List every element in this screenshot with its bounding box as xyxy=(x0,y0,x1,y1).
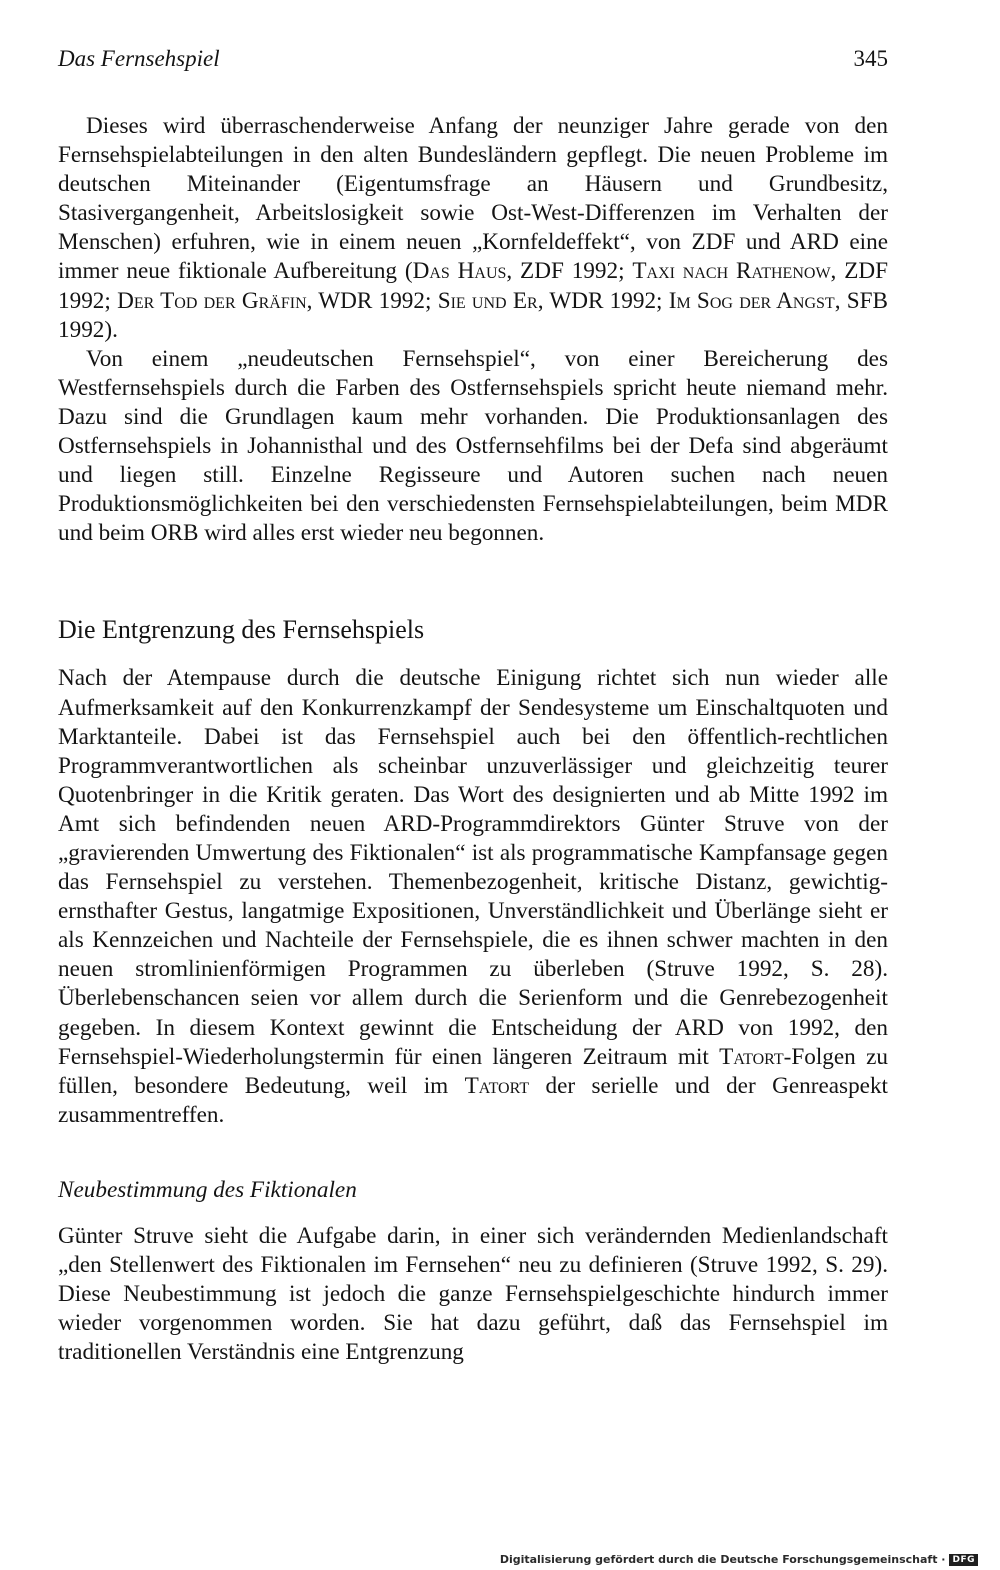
paragraph-1-text-1: Dieses wird überraschenderweise Anfang der neunziger Jahre gerade von den Fernsehspielabteilungen in den alten Bundesländern gepflegt. Die neuen Probleme im deutschen Miteinander (Eigentumsfrage an Häusern und Grundbesitz, Stasivergangenheit, Arbeitslosigkeit sowie Ost-West-Differenzen im Verhalten der Menschen) erfuhren, wie in einem neuen „Kornfeldeffekt“, von ZDF und ARD eine immer neue fiktionale Aufbereitung ( xyxy=(58,113,888,285)
film-title-das-haus: Das Haus xyxy=(412,258,507,285)
subsection-heading: Neubestimmung des Fiktionalen xyxy=(58,1176,357,1203)
paragraph-3-text-3: der serielle und der Genreaspekt zusammentreffen. xyxy=(58,1072,888,1128)
section-heading: Die Entgrenzung des Fernsehspiels xyxy=(58,615,425,645)
paragraph-1-text-6: , SFB 1992). xyxy=(58,287,888,343)
paragraph-4: Günter Struve sieht die Aufgabe darin, in einer sich verändernden Medienlandschaft „den Stellenwert des Fiktionalen im Fernsehen“ neu zu definieren (Struve 1992, S. 29). Diese Neubestimmung ist jedoch die ganze Fernsehspielgeschichte hindurch immer wieder vorgenommen worden. Sie hat dazu geführt, daß das Fernsehspiel im traditionellen Verständnis eine Entgrenzung xyxy=(58,1222,888,1366)
paragraph-1-text-2: , ZDF 1992; xyxy=(506,258,633,285)
film-title-der-tod-der-graefin: Der Tod der Gräfin xyxy=(117,287,307,314)
digitization-footer xyxy=(500,1553,978,1566)
running-title: Das Fernsehspiel xyxy=(58,46,220,71)
running-head xyxy=(58,46,888,76)
series-title-tatort-1: Tatort xyxy=(719,1043,784,1070)
paragraph-2: Von einem „neudeutschen Fernsehspiel“, von einer Bereicherung des Westfernsehspiels durch die Farben des Ostfernsehspiels spricht heute niemand mehr. Dazu sind die Grundlagen kaum mehr vorhanden. Die Produktionsanlagen des Ostfernsehspiels in Johannisthal und des Ostfernsehfilms bei der Defa sind abgeräumt und liegen still. Einzelne Regisseure und Autoren suchen nach neuen Produktionsmöglichkeiten bei den verschiedensten Fernsehspielabteilungen, beim MDR und beim ORB wird alles erst wieder neu begonnen. xyxy=(58,345,888,547)
paragraph-3 xyxy=(58,664,888,1130)
film-title-im-sog-der-angst: Im Sog der Angst xyxy=(668,287,835,314)
paragraph-1 xyxy=(58,112,888,345)
page-number: 345 xyxy=(853,46,888,71)
film-title-taxi-nach-rathenow: Taxi nach Rathenow xyxy=(632,258,831,285)
series-title-tatort-2: Tatort xyxy=(464,1072,530,1099)
paragraph-1-text-5: , WDR 1992; xyxy=(537,287,669,314)
paragraph-1-text-3: , ZDF 1992; xyxy=(58,258,888,314)
dfg-logo: DFG xyxy=(949,1554,978,1566)
paragraph-1-text-4: , WDR 1992; xyxy=(306,287,438,314)
footer-credit: Digitalisierung gefördert durch die Deutsche Forschungsgemeinschaft · xyxy=(499,1553,946,1566)
page-body xyxy=(58,112,888,1367)
film-title-sie-und-er: Sie und Er xyxy=(437,287,538,314)
paragraph-3-text-1: Nach der Atempause durch die deutsche Einigung richtet sich nun wieder alle Aufmerksamkeit auf den Konkurrenzkampf der Sendesysteme um Einschaltquoten und Marktanteile. Dabei ist das Fernsehspiel auch bei den öffentlich-rechtlichen Programmverantwortlichen als scheinbar unzuverlässiger und gleichzeitig teurer Quotenbringer in die Kritik geraten. Das Wort des designierten und ab Mitte 1992 im Amt sich befindenden neuen ARD-Programmdirektors Günter Struve von der „gravierenden Umwertung des Fiktionalen“ ist als programmatische Kampfansage gegen das Fernsehspiel zu verstehen. Themenbezogenheit, kritische Distanz, gewichtig-ernsthafter Gestus, langatmige Expositionen, Unverständlichkeit und Überlänge sieht er als Kennzeichen und Nachteile der Fernsehspiele, die es ihnen schwer machten in den neuen stromlinienförmigen Programmen zu überleben (Struve 1992, S. 28). Überlebenschancen seien vor allem durch die Serienform und die Genrebezogenheit gegeben. In diesem Kontext gewinnt die Entscheidung der ARD von 1992, den Fernsehspiel-Wiederholungstermin für einen längeren Zeitraum mit xyxy=(58,665,888,1070)
paragraph-3-text-2: -Folgen zu füllen, besondere Bedeutung, weil im xyxy=(58,1043,888,1099)
